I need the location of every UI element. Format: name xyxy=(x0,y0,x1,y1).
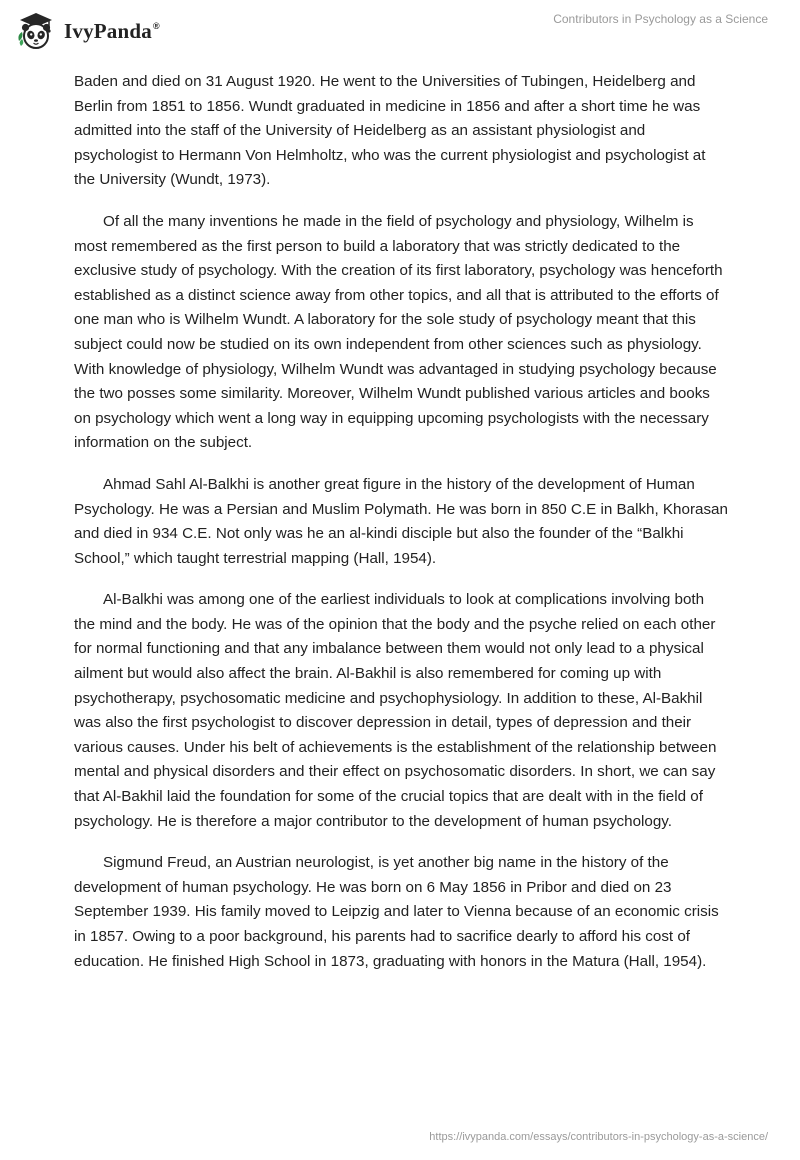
paragraph-4: Al-Balkhi was among one of the earliest individuals to look at complications involving both the mind and the body. He was of the opinion that the body and the psyche relied on each other for normal functioning and that any imbalance between them would not only lead to a physical ailment but would also affect the brain. Al-Bakhil is also remembered for coming up with psychotherapy, psychosomatic medicine and psychophysiology. In addition to these, Al-Bakhil was also the first psychologist to discover depression in detail, types of depression and their various causes. Under his belt of achievements is the establishment of the relationship between mental and physical disorders and their effect on psychosomatic disorders. In short, we can say that Al-Bakhil laid the foundation for some of the crucial topics that are dealt with in the field of psychology. He is therefore a major contributor to the development of human psychology. xyxy=(74,591,717,830)
paragraph-2: Of all the many inventions he made in the field of psychology and physiology, Wilhelm is most remembered as the first person to build a laboratory that was strictly dedicated to the exclusive study of psychology. With the creation of its first laboratory, psychology was henceforth established as a distinct science away from other topics, and all that is attributed to the efforts of one man who is Wilhelm Wundt. A laboratory for the sole study of psychology meant that this subject could now be studied on its own independent from other sciences such as physiology. With knowledge of physiology, Wilhelm Wundt was advantaged in studying psychology because the two posses some similarity. Moreover, Wilhelm Wundt published various articles and books on psychology which went a long way in equipping upcoming psychologists with the necessary information on the subject. xyxy=(74,212,723,452)
panda-graduate-icon xyxy=(16,11,56,51)
essay-body xyxy=(74,70,728,991)
brand-name: IvyPanda® xyxy=(64,18,160,43)
paragraph-1: Baden and died on 31 August 1920. He went to the Universities of Tubingen, Heidelberg and Berlin from 1851 to 1856. Wundt graduated in medicine in 1856 and after a short time he was admitted into the staff of the University of Heidelberg as an assistant physiologist and psychologist to Hermann Von Helmholtz, who was the current physiologist and psychologist at the University (Wundt, 1973). xyxy=(74,73,706,189)
paragraph-5: Sigmund Freud, an Austrian neurologist, is yet another big name in the history of the development of human psychology. He was born on 6 May 1856 in Pribor and died on 23 September 1939. His family moved to Leipzig and later to Vienna because of an economic crisis in 1857. Owing to a poor background, his parents had to sacrifice dearly to afford his cost of education. He finished High School in 1873, graduating with honors in the Matura (Hall, 1954). xyxy=(74,854,719,970)
page-header xyxy=(0,0,800,60)
ivypanda-logo[interactable] xyxy=(16,10,160,52)
source-url[interactable]: https://ivypanda.com/essays/contributors-in-psychology-as-a-science/ xyxy=(429,1131,768,1143)
document-title: Contributors in Psychology as a Science xyxy=(553,12,768,26)
paragraph-3: Ahmad Sahl Al-Balkhi is another great figure in the history of the development of Human Psychology. He was a Persian and Muslim Polymath. He was born in 850 C.E in Balkh, Khorasan and died in 934 C.E. Not only was he an al-kindi disciple but also the founder of the “Balkhi School,” which taught terrestrial mapping (Hall, 1954). xyxy=(74,475,728,567)
registered-mark: ® xyxy=(152,20,160,31)
